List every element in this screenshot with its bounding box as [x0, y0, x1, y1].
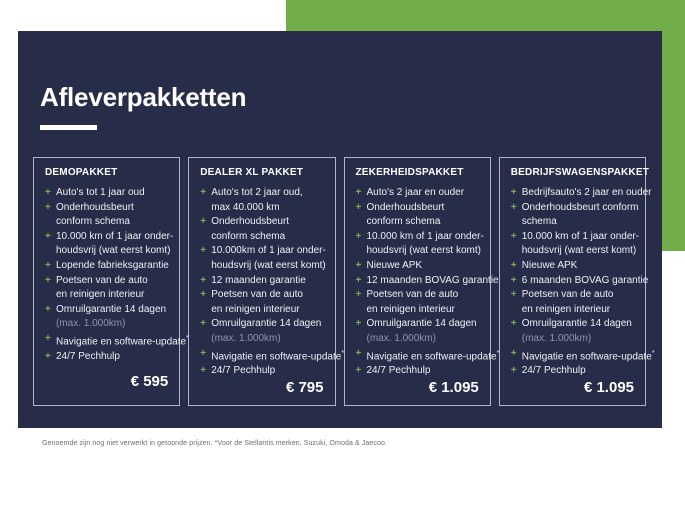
feature-text: Navigatie en software-update*: [56, 334, 189, 348]
feature-text: Poetsen van de auto: [366, 289, 459, 301]
feature-line: [356, 364, 479, 379]
feature-line: [45, 274, 168, 289]
feature-text: houdsvrij (wat eerst komt): [211, 259, 326, 271]
feature-text: Navigatie en software-update*: [521, 349, 655, 362]
package-card: [33, 157, 189, 406]
feature-text: Auto's tot 1 jaar oud: [56, 187, 145, 198]
feature-line: [511, 215, 634, 230]
feature-text: Onderhoudsbeurt: [56, 201, 134, 213]
plus-icon: +: [45, 187, 51, 198]
plus-icon: +: [45, 350, 51, 362]
feature-line: [356, 186, 479, 201]
feature-text: Onderhoudsbeurt: [211, 216, 290, 228]
feature-text: Auto's tot 2 jaar oud,: [211, 187, 303, 198]
feature-text: Omruilgarantie 14 dagen: [56, 303, 167, 315]
feature-text: 10.000 km of 1 jaar onder-: [521, 230, 640, 242]
feature-line: [356, 244, 479, 259]
feature-text: Lopende fabrieksgarantie: [56, 259, 169, 271]
plus-icon: [45, 317, 56, 332]
feature-text: Poetsen van de auto: [211, 289, 303, 301]
card-price: € 595: [130, 373, 169, 390]
feature-text: (max. 1.000km): [211, 332, 281, 344]
feature-text: Nieuwe APK: [366, 259, 423, 271]
feature-text: houdsvrij (wat eerst komt): [366, 245, 481, 257]
plus-icon: +: [200, 187, 207, 198]
feature-line: [200, 230, 323, 245]
feature-text: Navigatie en software-update*: [211, 349, 345, 362]
plus-icon: +: [510, 365, 517, 377]
plus-icon: +: [200, 347, 207, 359]
plus-icon: +: [355, 289, 362, 301]
feature-text: Onderhoudsbeurt: [366, 201, 445, 213]
feature-line: [200, 274, 323, 289]
feature-text: max 40.000 km: [211, 201, 280, 213]
feature-text: Omruilgarantie 14 dagen: [521, 318, 632, 330]
feature-line: [45, 259, 168, 274]
feature-text: houdsvrij (wat eerst komt): [521, 245, 637, 257]
feature-text: 24/7 Pechhulp: [521, 365, 586, 377]
plus-icon: +: [200, 274, 207, 286]
plus-icon: +: [510, 347, 517, 359]
plus-icon: [200, 332, 211, 347]
feature-line: [356, 215, 479, 230]
title-underline: [40, 125, 97, 130]
card-title: BEDRIJFSWAGENSPAKKET: [510, 167, 650, 178]
plus-icon: [511, 332, 522, 347]
feature-text: Nieuwe APK: [521, 259, 578, 271]
plus-icon: +: [355, 318, 362, 330]
feature-text: en reinigen interieur: [521, 303, 611, 315]
plus-icon: +: [355, 230, 362, 242]
plus-icon: [45, 288, 56, 303]
feature-text: Onderhoudsbeurt conform: [521, 201, 639, 213]
page-title: Afleverpakketten: [40, 82, 247, 112]
plus-icon: +: [510, 274, 517, 286]
card-title: DEALER XL PAKKET: [200, 167, 304, 178]
feature-text: 10.000 km of 1 jaar onder-: [366, 230, 484, 242]
feature-line: [356, 317, 479, 332]
feature-text: Omruilgarantie 14 dagen: [211, 318, 322, 330]
feature-text: (max. 1.000km): [56, 318, 126, 330]
plus-icon: +: [355, 365, 362, 377]
feature-line: [510, 230, 640, 245]
feature-text: 10.000 km of 1 jaar onder-: [56, 230, 174, 242]
feature-line: [355, 230, 484, 245]
plus-icon: +: [200, 216, 207, 228]
feature-line: [45, 186, 168, 201]
feature-line: [45, 230, 174, 245]
plus-icon: [511, 215, 522, 230]
plus-icon: [200, 303, 211, 318]
feature-text: Auto's 2 jaar en ouder: [366, 187, 465, 198]
feature-line: [200, 186, 323, 201]
feature-text: conform schema: [56, 216, 130, 228]
plus-icon: +: [510, 289, 517, 301]
plus-icon: [45, 244, 56, 259]
feature-line: [356, 332, 479, 347]
plus-icon: +: [45, 259, 51, 271]
card-price: € 795: [285, 379, 324, 397]
feature-text: 6 maanden BOVAG garantie: [521, 274, 649, 286]
plus-icon: +: [510, 230, 517, 242]
plus-icon: +: [355, 347, 362, 359]
plus-icon: [200, 230, 211, 245]
plus-icon: [45, 215, 56, 230]
feature-line: [200, 332, 323, 347]
package-card: [188, 157, 345, 406]
feature-line: [511, 259, 634, 274]
card-title: ZEKERHEIDSPAKKET: [355, 167, 464, 178]
feature-line: [45, 332, 189, 350]
feature-line: [200, 288, 323, 303]
feature-text: (max. 1.000km): [366, 332, 436, 344]
feature-line: [200, 364, 323, 379]
card-price: € 1.095: [428, 379, 479, 397]
feature-text: houdsvrij (wat eerst komt): [56, 245, 171, 257]
feature-text: 24/7 Pechhulp: [211, 365, 276, 377]
feature-line: [200, 215, 323, 230]
feature-text: 24/7 Pechhulp: [366, 365, 431, 377]
plus-icon: [356, 303, 367, 318]
feature-line: [356, 201, 479, 216]
card-title: DEMOPAKKET: [45, 167, 118, 178]
plus-icon: [511, 303, 522, 318]
feature-line: [45, 215, 168, 230]
feature-line: [511, 303, 634, 318]
feature-text: en reinigen interieur: [366, 303, 455, 315]
plus-icon: [511, 244, 522, 259]
feature-line: [510, 347, 655, 365]
plus-icon: +: [45, 230, 51, 242]
package-card: [499, 157, 655, 406]
feature-text: 10.000km of 1 jaar onder-: [211, 245, 326, 257]
plus-icon: [200, 201, 211, 216]
footnote-text: Genoemde zijn nog niet verwerkt in getoonde prijzen. *Voor de Stellantis merken, Suzuki, Omoda & Jaecoo.: [42, 440, 388, 447]
feature-text: (max. 1.000km): [521, 332, 592, 344]
plus-icon: [356, 332, 367, 347]
feature-line: [45, 350, 168, 365]
feature-text: 12 maanden garantie: [211, 274, 306, 286]
plus-icon: +: [355, 274, 362, 286]
feature-line: [510, 201, 639, 216]
feature-line: [45, 303, 168, 318]
feature-text: Poetsen van de auto: [56, 274, 148, 286]
plus-icon: +: [45, 274, 51, 286]
feature-text: Bedrijfsauto's 2 jaar en ouder: [521, 187, 652, 198]
card-feature-list: [355, 186, 500, 379]
package-card: [344, 157, 500, 406]
feature-text: Poetsen van de auto: [521, 289, 614, 301]
feature-line: [200, 259, 326, 274]
feature-line: [45, 244, 171, 259]
plus-icon: +: [510, 201, 517, 213]
plus-icon: +: [355, 259, 362, 271]
feature-line: [355, 347, 500, 365]
feature-line: [510, 274, 649, 289]
package-cards-row: [33, 157, 655, 406]
feature-text: en reinigen interieur: [56, 289, 145, 301]
plus-icon: +: [510, 259, 517, 271]
feature-line: [511, 317, 634, 332]
feature-text: 12 maanden BOVAG garantie: [366, 274, 499, 286]
card-feature-list: [200, 186, 345, 379]
plus-icon: +: [200, 318, 207, 330]
feature-line: [356, 288, 479, 303]
feature-line: [200, 317, 323, 332]
feature-text: Omruilgarantie 14 dagen: [366, 318, 477, 330]
card-price: € 1.095: [583, 379, 634, 397]
feature-text: schema: [521, 216, 557, 228]
feature-line: [511, 364, 634, 379]
plus-icon: +: [355, 201, 362, 213]
feature-line: [45, 317, 168, 332]
feature-line: [200, 347, 345, 365]
feature-line: [200, 201, 323, 216]
feature-line: [356, 259, 479, 274]
plus-icon: +: [510, 187, 517, 198]
card-feature-list: [45, 186, 189, 364]
plus-icon: +: [45, 201, 51, 213]
feature-line: [511, 332, 634, 347]
feature-text: conform schema: [366, 216, 441, 228]
feature-line: [511, 288, 634, 303]
slide-canvas: [18, 31, 662, 428]
plus-icon: +: [200, 365, 207, 377]
plus-icon: [356, 244, 367, 259]
plus-icon: +: [355, 187, 362, 198]
feature-line: [356, 303, 479, 318]
feature-text: conform schema: [211, 230, 286, 242]
feature-line: [45, 201, 168, 216]
feature-text: en reinigen interieur: [211, 303, 300, 315]
card-feature-list: [510, 186, 655, 379]
plus-icon: +: [200, 245, 207, 257]
plus-icon: +: [200, 289, 207, 301]
feature-line: [511, 244, 637, 259]
feature-line: [510, 186, 652, 201]
feature-line: [200, 303, 323, 318]
plus-icon: +: [45, 332, 51, 344]
feature-line: [45, 288, 168, 303]
feature-text: 24/7 Pechhulp: [56, 350, 120, 362]
plus-icon: [200, 259, 211, 274]
feature-line: [200, 244, 326, 259]
plus-icon: [356, 215, 367, 230]
feature-text: Navigatie en software-update*: [366, 349, 500, 362]
plus-icon: +: [45, 303, 51, 315]
feature-line: [355, 274, 499, 289]
plus-icon: +: [510, 318, 517, 330]
